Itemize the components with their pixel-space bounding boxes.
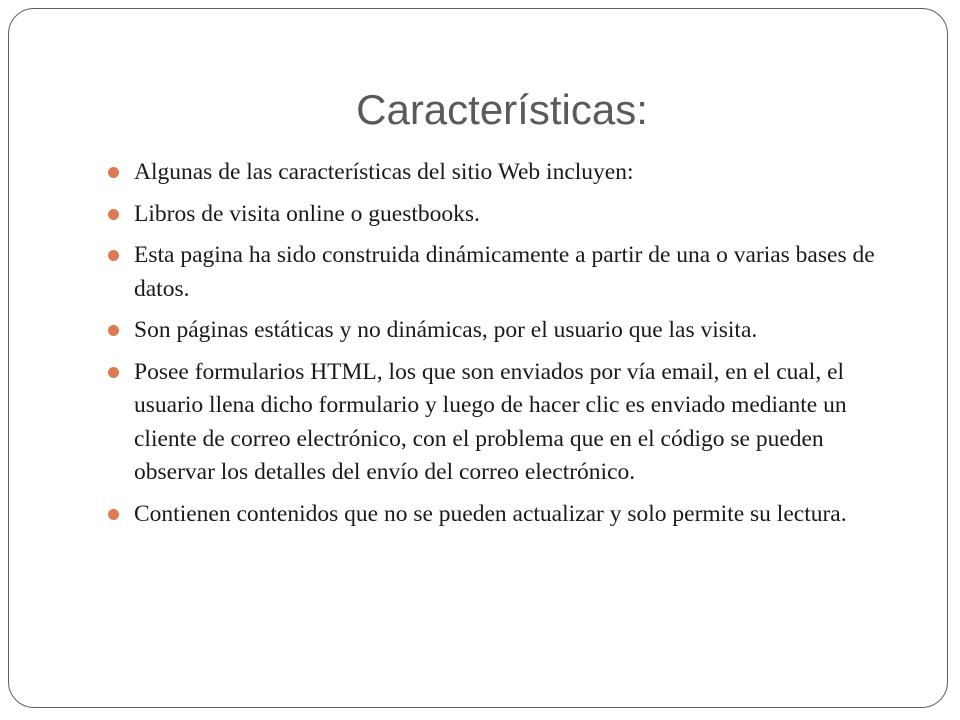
bullet-dot-icon <box>108 167 119 178</box>
bullet-text: Algunas de las características del sitio Web incluyen: <box>134 159 634 185</box>
bullet-text: Posee formularios HTML, los que son enviados por vía email, en el cual, el usuario llena dicho formulario y luego de hacer clic es enviado mediante un cliente de correo electrónico, con el problema que en el código se pueden observar los detalles del envío del correo electrónico. <box>134 358 847 485</box>
bullet-dot-icon <box>108 209 119 220</box>
bullet-text: Libros de visita online o guestbooks. <box>134 200 480 227</box>
bullet-list <box>108 156 898 539</box>
bullet-dot-icon <box>108 250 119 261</box>
bullet-item <box>108 156 898 190</box>
bullet-item <box>108 498 898 532</box>
bullet-dot-icon <box>108 509 119 520</box>
bullet-text: Esta pagina ha sido construida dinámicamente a partir de una o varias bases de datos. <box>134 242 875 302</box>
slide-title: Características: <box>356 86 648 133</box>
bullet-dot-icon <box>108 367 119 378</box>
bullet-item <box>108 198 898 232</box>
bullet-item <box>108 356 898 490</box>
bullet-item <box>108 314 898 348</box>
bullet-item <box>108 239 898 306</box>
bullet-dot-icon <box>108 325 119 336</box>
bullet-text: Contienen contenidos que no se pueden actualizar y solo permite su lectura. <box>134 500 847 527</box>
bullet-text: Son páginas estáticas y no dinámicas, por el usuario que las visita. <box>134 317 758 343</box>
